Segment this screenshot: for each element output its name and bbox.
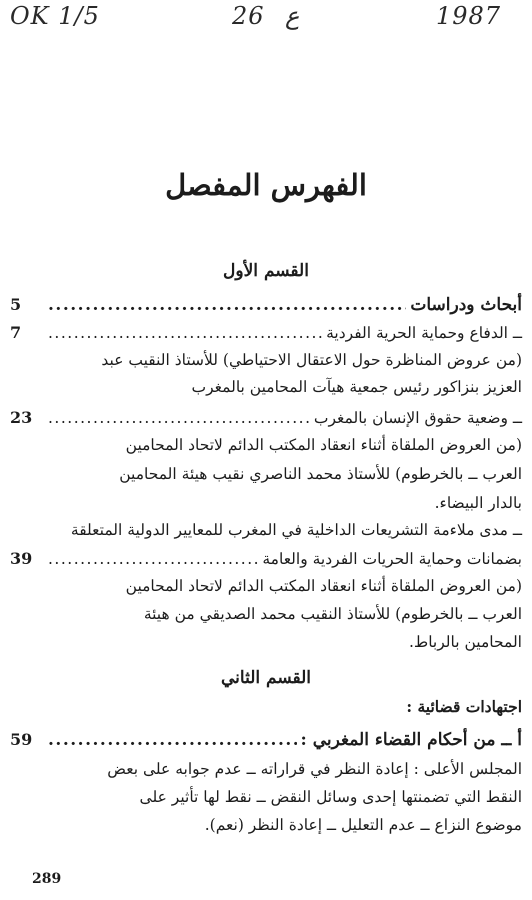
toc-page-number: 7	[10, 323, 22, 342]
toc-entry-note-line	[44, 760, 522, 786]
toc-heading-jurisprudence	[10, 697, 522, 723]
toc-entry-note-line	[44, 605, 522, 631]
toc-entry-note-line	[44, 577, 522, 603]
toc-entry-title-line	[10, 521, 522, 547]
toc-entry-note-line	[44, 351, 522, 377]
toc-entry-title: ــ مدى ملاءمة التشريعات الداخلية في المغرب للمعايير الدولية المتعلقة	[70, 521, 522, 539]
toc-heading-label: اجتهادات قضائية :	[406, 697, 522, 716]
leader-dots	[48, 295, 406, 315]
toc-subheading	[10, 730, 522, 756]
note-text: بالدار البيضاء.	[434, 494, 522, 512]
note-text: المحامين بالرباط.	[408, 633, 522, 651]
note-text: المجلس الأعلى : إعادة النظر في قراراته ــ عدم جوابه على بعض	[107, 760, 522, 778]
toc-entry	[10, 549, 522, 575]
toc-page-number: 23	[10, 408, 33, 427]
section-2-title: القسم الثاني	[220, 668, 311, 688]
toc-entry	[10, 408, 522, 434]
handwritten-year: 1987	[436, 2, 502, 30]
note-text: العزيز بنزاكور رئيس جمعية هيآت المحامين بالمغرب	[191, 378, 522, 396]
toc-entry-note-line	[44, 633, 522, 659]
toc-subheading-label: أ ــ من أحكام القضاء المغربي :	[300, 730, 522, 750]
toc-entry-note-line	[44, 816, 522, 842]
toc-entry-note-line	[44, 436, 522, 462]
note-text: العرب ــ بالخرطوم) للأستاذ محمد الناصري نقيب هيئة المحامين	[119, 465, 522, 483]
toc-page-number: 39	[10, 549, 33, 568]
toc-entry-title: ــ وضعية حقوق الإنسان بالمغرب	[313, 409, 522, 427]
leader-dots	[48, 324, 322, 342]
note-text: (من عروض المناظرة حول الاعتقال الاحتياطي) للأستاذ النقيب عبد	[101, 351, 522, 369]
toc-entry-note-line	[44, 788, 522, 814]
leader-dots	[48, 550, 258, 568]
toc-entry	[10, 323, 522, 349]
toc-entry-note-line	[44, 378, 522, 404]
leader-dots	[48, 730, 297, 750]
page-title: الفهرس المفصل	[165, 168, 367, 202]
page-number: 289	[32, 871, 62, 887]
note-text: موضوع النزاع ــ عدم التعليل ــ إعادة النظر (نعم).	[204, 816, 522, 834]
toc-entry-title: بضمانات وحماية الحريات الفردية والعامة	[262, 550, 522, 568]
note-text: العرب ــ بالخرطوم) للأستاذ النقيب محمد الصديقي من هيئة	[143, 605, 522, 623]
toc-entry-title: ــ الدفاع وحماية الحرية الفردية	[326, 324, 522, 342]
toc-page-number: 59	[10, 730, 33, 749]
section-1-title: القسم الأول	[223, 261, 309, 281]
toc-page-number: 5	[10, 295, 22, 314]
toc-heading-label: أبحاث ودراسات	[410, 295, 522, 315]
handwritten-number: 26	[232, 2, 265, 30]
note-text: (من العروض الملقاة أثناء انعقاد المكتب الدائم لاتحاد المحامين	[125, 577, 522, 595]
toc-entry-note-line	[44, 465, 522, 491]
toc-heading-studies	[10, 295, 522, 321]
handwritten-letter: ع	[285, 2, 300, 30]
leader-dots	[48, 409, 310, 427]
note-text: (من العروض الملقاة أثناء انعقاد المكتب الدائم لاتحاد المحامين	[125, 436, 522, 454]
handwritten-note-left: OK 1/5	[10, 2, 100, 30]
toc-entry-note-line	[44, 494, 522, 520]
note-text: النقط التي تضمنتها إحدى وسائل النقض ــ نقط لها تأثير على	[139, 788, 522, 806]
